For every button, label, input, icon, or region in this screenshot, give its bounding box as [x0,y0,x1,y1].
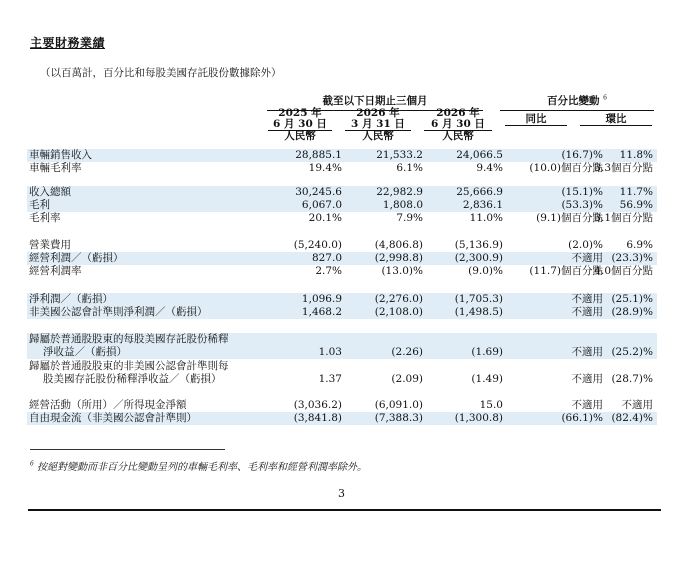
cell-yoy: (16.7)% [561,149,603,161]
cell-value: (1,498.5) [454,306,503,318]
table-row-total-revenue [27,186,657,199]
cell-yoy: (2.0)% [568,239,603,251]
footnote-text: 按絕對變動而非百分比變動呈列的車輛毛利率、毛利率和經營利潤率除外。 [37,462,368,473]
cell-yoy: (15.1)% [561,186,603,198]
table-row-operating-margin [27,265,657,278]
cell-value: (13.0)% [381,265,423,277]
cell-qoq: 6.9% [626,239,653,251]
row-label: 營業費用 [29,239,71,251]
table-row-operating-profit [27,252,657,265]
cell-yoy: 不適用 [571,252,603,264]
column-currency: 人民幣 [442,130,474,142]
cell-yoy: (9.1)個百分點 [536,212,603,224]
table-row-free-cash-flow [27,412,657,425]
change-group-header [500,93,654,111]
row-label: 收入總額 [29,186,71,198]
cell-qoq: (82.4)% [611,412,653,424]
cell-value: (3,841.8) [293,412,342,424]
cell-value: 21,533.2 [376,149,423,161]
cell-qoq: 56.9% [619,199,653,211]
column-header-yoy: 同比 [505,114,567,126]
cell-value: 1,808.0 [382,199,423,211]
cell-yoy: 不適用 [571,306,603,318]
cell-value: (1.49) [471,373,503,385]
cell-qoq: 11.8% [619,149,653,161]
cell-value: 15.0 [479,399,503,411]
cell-qoq: 3.1個百分點 [594,212,653,224]
cell-value: (5,136.9) [454,239,503,251]
row-label: 經營利潤率 [29,265,82,277]
row-label: 車輛毛利率 [29,162,82,174]
table-row-non-gaap-diluted-eps [27,360,657,386]
cell-value: 11.0% [469,212,503,224]
cell-value: 2,836.1 [462,199,503,211]
table-row-diluted-eps [27,333,657,359]
cell-value: 1,468.2 [301,306,342,318]
table-row-gross-profit [27,199,657,212]
cell-value: 28,885.1 [295,149,342,161]
cell-qoq: 11.7% [619,186,653,198]
cell-value: (5,240.0) [293,239,342,251]
footnote-mark: 6 [30,460,34,468]
cell-value: (1.69) [471,346,503,358]
cell-value: 827.0 [311,252,342,264]
cell-value: (7,388.3) [374,412,423,424]
cell-qoq: (28.7)% [611,373,653,385]
cell-value: (1,300.8) [454,412,503,424]
cell-value: 6,067.0 [301,199,342,211]
column-currency: 人民幣 [284,130,316,142]
page-title: 主要財務業績 [30,36,106,50]
column-header-q2-2025 [268,108,332,142]
cell-yoy: (11.7)個百分點 [529,265,603,277]
cell-value: 1.03 [318,346,342,358]
cell-value: (2.26) [391,346,423,358]
cell-value: 19.4% [308,162,342,174]
column-year: 2026 年 [436,107,480,119]
table-row-gross-margin [27,212,657,225]
column-date: 3 月 31 日 [345,119,411,131]
cell-value: 1.37 [318,373,342,385]
row-label: 歸屬於普通股股東的非美國公認會計準則每 [29,360,229,372]
table-row-vehicle-sales [27,149,657,162]
row-label: 歸屬於普通股股東的每股美國存託股份稀釋 [29,333,229,345]
table-row-operating-expenses [27,239,657,252]
row-label: 車輛銷售收入 [29,149,92,161]
column-header-q1-2026 [345,108,411,142]
cell-value: 7.9% [396,212,423,224]
bottom-rule [28,509,661,511]
table-row-non-gaap-net-profit [27,306,657,319]
cell-value: 20.1% [308,212,342,224]
row-label: 自由現金流（非美國公認會計準則） [29,412,197,424]
cell-value: (2,108.0) [374,306,423,318]
row-label: 經營活動（所用）／所得現金淨額 [29,399,187,411]
column-year: 2025 年 [278,107,322,119]
change-group-label: 百分比變動 [547,95,600,107]
column-currency: 人民幣 [362,130,394,142]
cell-value: 24,066.5 [456,149,503,161]
cell-qoq: (28.9)% [611,306,653,318]
footnote-divider [30,449,225,450]
column-date: 6 月 30 日 [268,119,332,131]
row-label: 毛利率 [29,212,61,224]
column-header-q2-2026 [424,108,492,142]
row-label: 淨利潤／（虧損） [29,293,113,305]
cell-qoq: (23.3)% [611,252,653,264]
table-row-vehicle-margin [27,162,657,175]
cell-yoy: 不適用 [571,293,603,305]
cell-value: 30,245.6 [295,186,342,198]
period-group-label: 截至以下日期止三個月 [322,95,428,107]
cell-value: (9.0)% [468,265,503,277]
cell-qoq: (25.1)% [611,293,653,305]
table-row-net-profit [27,293,657,306]
column-date: 6 月 30 日 [424,119,492,131]
cell-value: (2.09) [391,373,423,385]
cell-yoy: (53.3)% [561,199,603,211]
table-row-operating-cash-flow [27,399,657,412]
row-label: 經營利潤／（虧損） [29,252,124,264]
footnote [30,458,367,473]
cell-qoq: 3.3個百分點 [594,162,653,174]
cell-value: (3,036.2) [293,399,342,411]
cell-value: 2.7% [315,265,342,277]
cell-value: 6.1% [396,162,423,174]
cell-yoy: (10.0)個百分點 [529,162,603,174]
row-label-continued: 股美國存託股份稀釋淨收益／（虧損） [43,373,222,385]
cell-value: (2,998.8) [374,252,423,264]
change-group-footnote-mark: 6 [603,94,607,102]
cell-yoy: 不適用 [571,346,603,358]
row-label-continued: 淨收益／（虧損） [43,346,127,358]
cell-value: (4,806.8) [374,239,423,251]
cell-yoy: 不適用 [571,373,603,385]
cell-qoq: 4.0個百分點 [594,265,653,277]
column-header-qoq: 環比 [580,114,652,126]
column-year: 2026 年 [356,107,400,119]
cell-yoy: 不適用 [571,399,603,411]
cell-value: 25,666.9 [456,186,503,198]
row-label: 非美國公認會計準則淨利潤／（虧損） [29,306,208,318]
cell-value: 9.4% [476,162,503,174]
cell-value: (2,276.0) [374,293,423,305]
cell-qoq: (25.2)% [611,346,653,358]
cell-value: (6,091.0) [374,399,423,411]
page-number: 3 [338,487,345,500]
cell-value: (2,300.9) [454,252,503,264]
subtitle: （以百萬計，百分比和每股美國存託股份數據除外） [40,67,282,79]
cell-yoy: (66.1)% [561,412,603,424]
cell-value: 22,982.9 [376,186,423,198]
cell-value: 1,096.9 [301,293,342,305]
cell-qoq: 不適用 [621,399,653,411]
cell-value: (1,705.3) [454,293,503,305]
row-label: 毛利 [29,199,50,211]
